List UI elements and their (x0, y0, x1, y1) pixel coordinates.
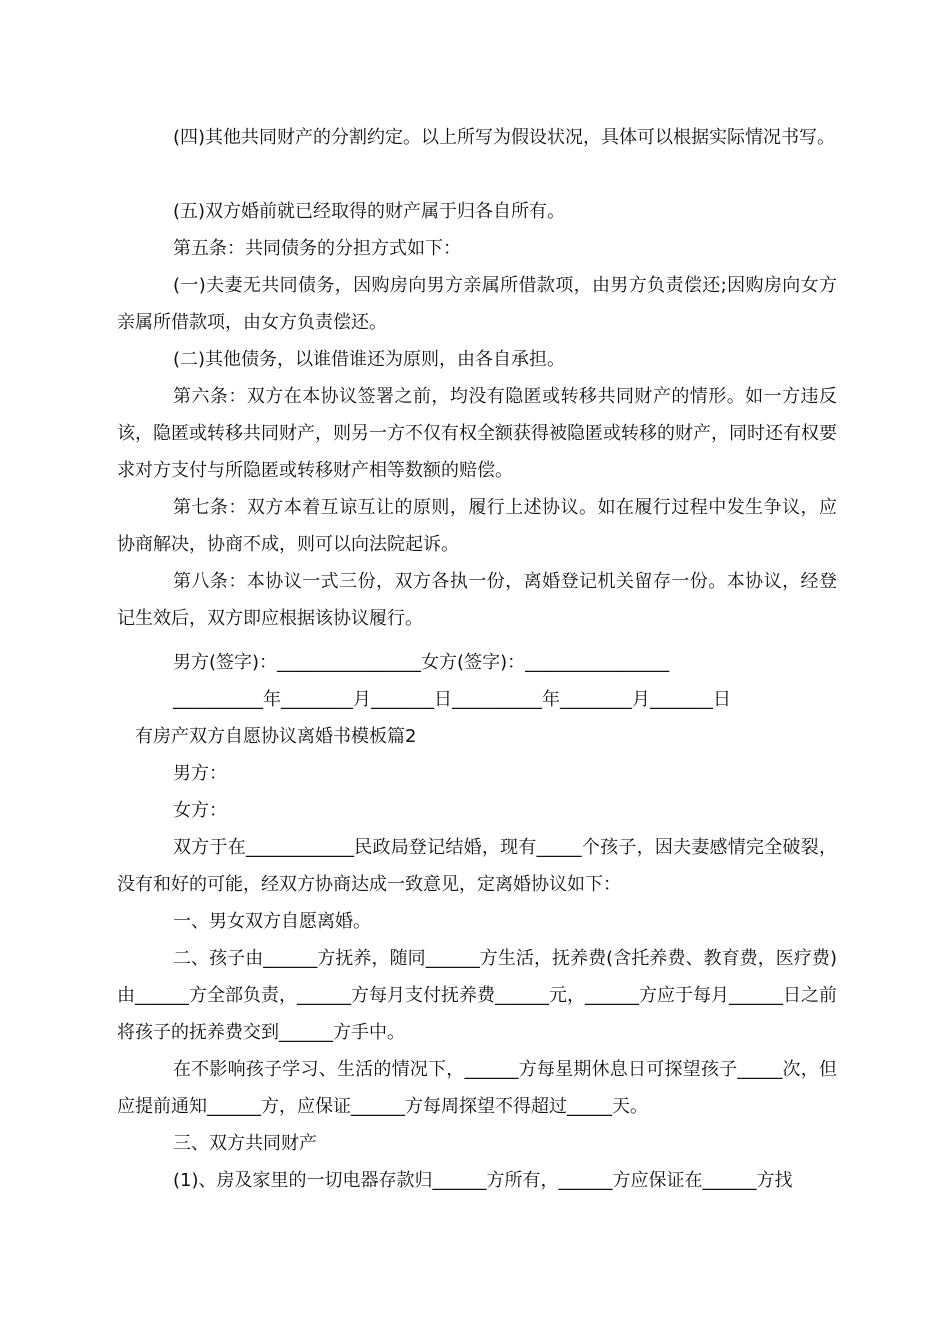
article-7-paragraph: 第七条：双方本着互谅互让的原则，履行上述协议。如在履行过程中发生争议，应协商解决，协商不成，则可以向法院起诉。 (117, 497, 837, 555)
article-5-heading: 第五条：共同债务的分担方式如下： (173, 238, 461, 259)
date-line: __________年________月_______日__________年________月_______日 (173, 689, 731, 710)
female-label: 女方： (173, 800, 227, 821)
clause-1-voluntary-divorce: 一、男女双方自愿离婚。 (173, 911, 371, 932)
article-6-paragraph: 第六条：双方在本协议签署之前，均没有隐匿或转移共同财产的情形。如一方违反该，隐匿或转移共同财产，则另一方不仅有权全额获得被隐匿或转移的财产，同时还有权要求对方支付与所隐匿或转移财产相等数额的赔偿。 (117, 386, 837, 481)
clause-2-child-custody: 二、孩子由______方抚养，随同______方生活，抚养费(含托养费、教育费，医疗费)由______方全部负责，______方每月支付抚养费______元，______方应于每月______日之前将孩子的抚养费交到______方手中。 (117, 948, 837, 1043)
section-title: 有房产双方自愿协议离婚书模板篇2 (135, 726, 417, 747)
property-item-1: (1)、房及家里的一切电器存款归______方所有，______方应保证在______方找 (173, 1170, 793, 1191)
signature-line: 男方(签字)：________________女方(签字)：________________ (173, 652, 670, 673)
article-8-paragraph: 第八条：本协议一式三份，双方各执一份，离婚登记机关留存一份。本协议，经登记生效后，双方即应根据该协议履行。 (117, 571, 837, 629)
marriage-registration-paragraph: 双方于在____________民政局登记结婚，现有_____个孩子，因夫妻感情完全破裂，没有和好的可能，经双方协商达成一致意见，定离婚协议如下： (117, 837, 837, 895)
paragraph-other-property: (四)其他共同财产的分割约定。以上所写为假设状况，具体可以根据实际情况书写。 (173, 127, 836, 148)
clause-3-common-property: 三、双方共同财产 (173, 1133, 317, 1154)
male-label: 男方： (173, 763, 227, 784)
paragraph-premarital-property: (五)双方婚前就已经取得的财产属于归各自所有。 (173, 201, 566, 222)
visitation-paragraph: 在不影响孩子学习、生活的情况下，______方每星期休息日可探望孩子_____次，但应提前通知______方，应保证______方每周探望不得超过_____天。 (117, 1059, 837, 1117)
paragraph-other-debts: (二)其他债务，以谁借谁还为原则，由各自承担。 (173, 349, 566, 370)
paragraph-no-common-debt: (一)夫妻无共同债务，因购房向男方亲属所借款项，由男方负责偿还;因购房向女方亲属所借款项，由女方负责偿还。 (117, 275, 837, 333)
